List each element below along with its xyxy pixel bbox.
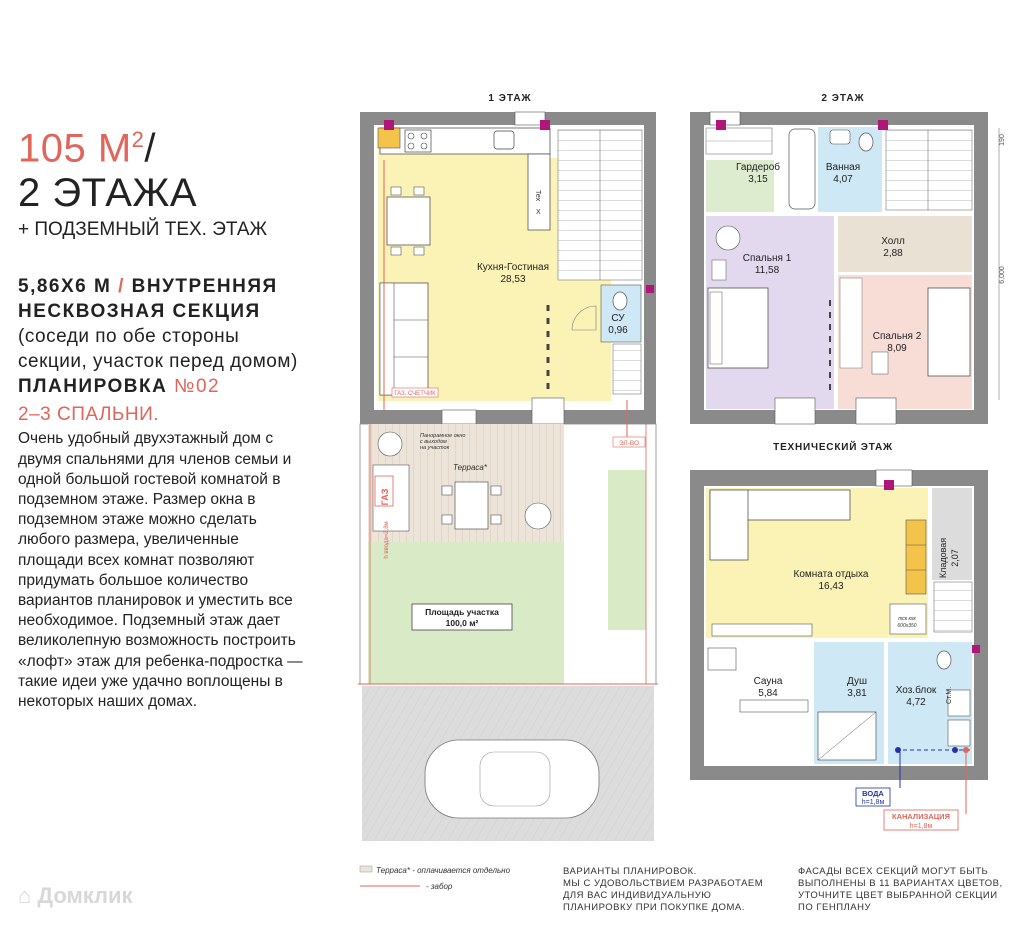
armchair-icon bbox=[716, 226, 740, 250]
terrace-table bbox=[455, 482, 488, 529]
x-label: Х bbox=[536, 209, 541, 216]
footer-col2-line3: УТОЧНИТЕ ЦВЕТ ВЫБРАННОЙ СЕКЦИИ bbox=[798, 890, 998, 901]
closet-name: Гардероб bbox=[736, 162, 780, 173]
sewer-label: КАНАЛИЗАЦИЯ bbox=[892, 812, 950, 821]
plan-label: ПЛАНИРОВКА bbox=[18, 376, 168, 398]
bedrooms-title: 2–3 СПАЛЬНИ. bbox=[18, 404, 160, 426]
area-sup: 2 bbox=[131, 127, 145, 152]
bathtub-icon bbox=[789, 129, 815, 209]
stove-icon bbox=[405, 130, 431, 152]
plan-number: №02 bbox=[174, 376, 221, 398]
toilet-icon bbox=[859, 133, 873, 151]
section-type: ВНУТРЕННЯЯ bbox=[131, 276, 278, 298]
bathroom-name: Ванная bbox=[825, 162, 861, 173]
dining-table bbox=[387, 197, 430, 245]
floor2-label: 2 ЭТАЖ bbox=[821, 93, 865, 104]
window-note-3: на участок bbox=[420, 445, 450, 451]
dim-6000: 6,000 bbox=[999, 266, 1006, 284]
dim-190: 190 bbox=[999, 134, 1006, 146]
recreation-name: Комната отдыха bbox=[793, 569, 869, 580]
plot-label: Площадь участка bbox=[425, 607, 499, 617]
shower-area: 3,81 bbox=[847, 688, 867, 699]
hall-name: Холл bbox=[881, 236, 905, 247]
section-note: (соседи по обе стороны секции, участок перед домом) bbox=[18, 326, 298, 373]
footer-col1-line2: МЫ С УДОВОЛЬСТВИЕМ РАЗРАБОТАЕМ bbox=[563, 878, 764, 889]
bedroom1-name: Спальня 1 bbox=[742, 253, 792, 264]
sauna-area: 5,84 bbox=[758, 688, 778, 699]
footer-col2-line4: ПО ГЕНПЛАНУ bbox=[798, 902, 871, 913]
watermark-text: Домклик bbox=[37, 883, 133, 908]
area-value: 105 М bbox=[18, 126, 132, 171]
watermark-logo-icon: ⌂ bbox=[18, 883, 38, 908]
sewer-height: h=1,8м bbox=[909, 823, 933, 830]
tks-label: тск кхк bbox=[898, 616, 916, 622]
footer-col2 bbox=[798, 866, 1003, 914]
stm-label: Ст.М. bbox=[946, 686, 953, 704]
storage-area: 2,07 bbox=[950, 549, 960, 567]
description: Очень удобный двухэтажный дом с двумя спальнями для членов семьи и одной большой гостевой комнатой в подземном этаже. Размер окна в подземном этаже можно сделать любого размера, увеличенные площади всех комнат позволяют придумать большое количество вариантов планировок и уместить все необходимое. Подземный этаж дает великолепную возможность построить «лофт» этаж для ребенка-подростка — такие идеи уже удачно воплощены в некоторых наших домах. bbox=[18, 430, 303, 710]
toilet-name: СУ bbox=[611, 313, 625, 324]
tech-floor-label: ТЕХНИЧЕСКИЙ ЭТАЖ bbox=[773, 442, 893, 453]
hall-area: 2,88 bbox=[883, 248, 903, 259]
bedroom2-name: Спальня 2 bbox=[872, 331, 922, 342]
kitchen-area: 28,53 bbox=[500, 274, 526, 285]
bed-single bbox=[928, 288, 970, 376]
toilet-icon bbox=[937, 651, 951, 669]
plant-icon bbox=[378, 432, 402, 456]
floor1-label: 1 ЭТАЖ bbox=[488, 93, 532, 104]
legend-terrace: Терраса* - оплачивается отдельно bbox=[376, 866, 511, 875]
elvo-label: ЭЛ-ВО bbox=[618, 440, 640, 447]
closet-area: 3,15 bbox=[748, 174, 768, 185]
utility-area: 4,72 bbox=[906, 697, 926, 708]
yard bbox=[358, 400, 658, 841]
kitchen-name: Кухня-Гостиная bbox=[476, 262, 550, 273]
footer-col1-line3: ДЛЯ ВАС ИНДИВИДУАЛЬНУЮ bbox=[563, 890, 712, 901]
floor2-plan bbox=[690, 112, 988, 424]
plant-icon bbox=[525, 503, 551, 529]
footer-col2-line1: ФАСАДЫ ВСЕХ СЕКЦИЙ МОГУТ БЫТЬ bbox=[798, 866, 989, 877]
gas-input-label: h ввода=2,8м bbox=[384, 521, 390, 559]
section-type-2: НЕСКВОЗНАЯ СЕКЦИЯ bbox=[18, 301, 261, 323]
toilet-icon bbox=[613, 292, 627, 310]
water-label: ВОДА bbox=[862, 789, 884, 798]
stairs-2 bbox=[886, 130, 972, 210]
tech-floor-plan bbox=[690, 470, 988, 780]
window-note-1: Панорамное окно bbox=[420, 433, 466, 439]
sauna-name: Сауна bbox=[753, 676, 783, 687]
bedroom1-area: 11,58 bbox=[754, 265, 780, 276]
footer-col2-line2: ВЫПОЛНЕНЫ В 11 ВАРИАНТАХ ЦВЕТОВ, bbox=[798, 878, 1003, 889]
sink-icon bbox=[494, 131, 514, 149]
tex-label: Тех bbox=[534, 190, 541, 202]
footer-col1-line1: ВАРИАНТЫ ПЛАНИРОВОК. bbox=[563, 866, 697, 877]
section-slash: / bbox=[111, 276, 132, 298]
window-note-2: с выходом bbox=[420, 439, 447, 445]
terrace-label: Терраса* bbox=[453, 463, 487, 472]
gas-label: ГАЗ bbox=[380, 488, 390, 506]
underground-subtitle: + ПОДЗЕМНЫЙ ТЕХ. ЭТАЖ bbox=[18, 219, 268, 241]
legend-fence: - забор bbox=[426, 882, 453, 891]
bedroom2-area: 8,09 bbox=[887, 343, 907, 354]
area-slash: / bbox=[144, 126, 157, 171]
watermark bbox=[18, 883, 133, 909]
toilet-area: 0,96 bbox=[608, 325, 628, 336]
section-size-value: 5,86Х6 М bbox=[18, 276, 112, 298]
recreation-area: 16,43 bbox=[818, 581, 844, 592]
footer-col1 bbox=[563, 866, 763, 914]
storage-name: Кладовая bbox=[938, 537, 948, 579]
footer-col1-line4: ПЛАНИРОВКУ ПРИ ПОКУПКЕ ДОМА. bbox=[563, 902, 745, 913]
utility-name: Хоз.блок bbox=[895, 685, 937, 696]
gas-meter-label: ГАЗ. СЧЕТЧИК bbox=[394, 391, 436, 397]
floors-title: 2 ЭТАЖА bbox=[18, 171, 198, 216]
tks2-label: 600х350 bbox=[897, 623, 917, 629]
floor1-plan bbox=[360, 112, 656, 424]
shower-name: Душ bbox=[846, 676, 868, 687]
hall bbox=[838, 216, 972, 272]
plot-area: 100,0 м² bbox=[445, 618, 479, 628]
bathroom-area: 4,07 bbox=[833, 174, 853, 185]
water-height: h=1,8м bbox=[861, 799, 885, 806]
